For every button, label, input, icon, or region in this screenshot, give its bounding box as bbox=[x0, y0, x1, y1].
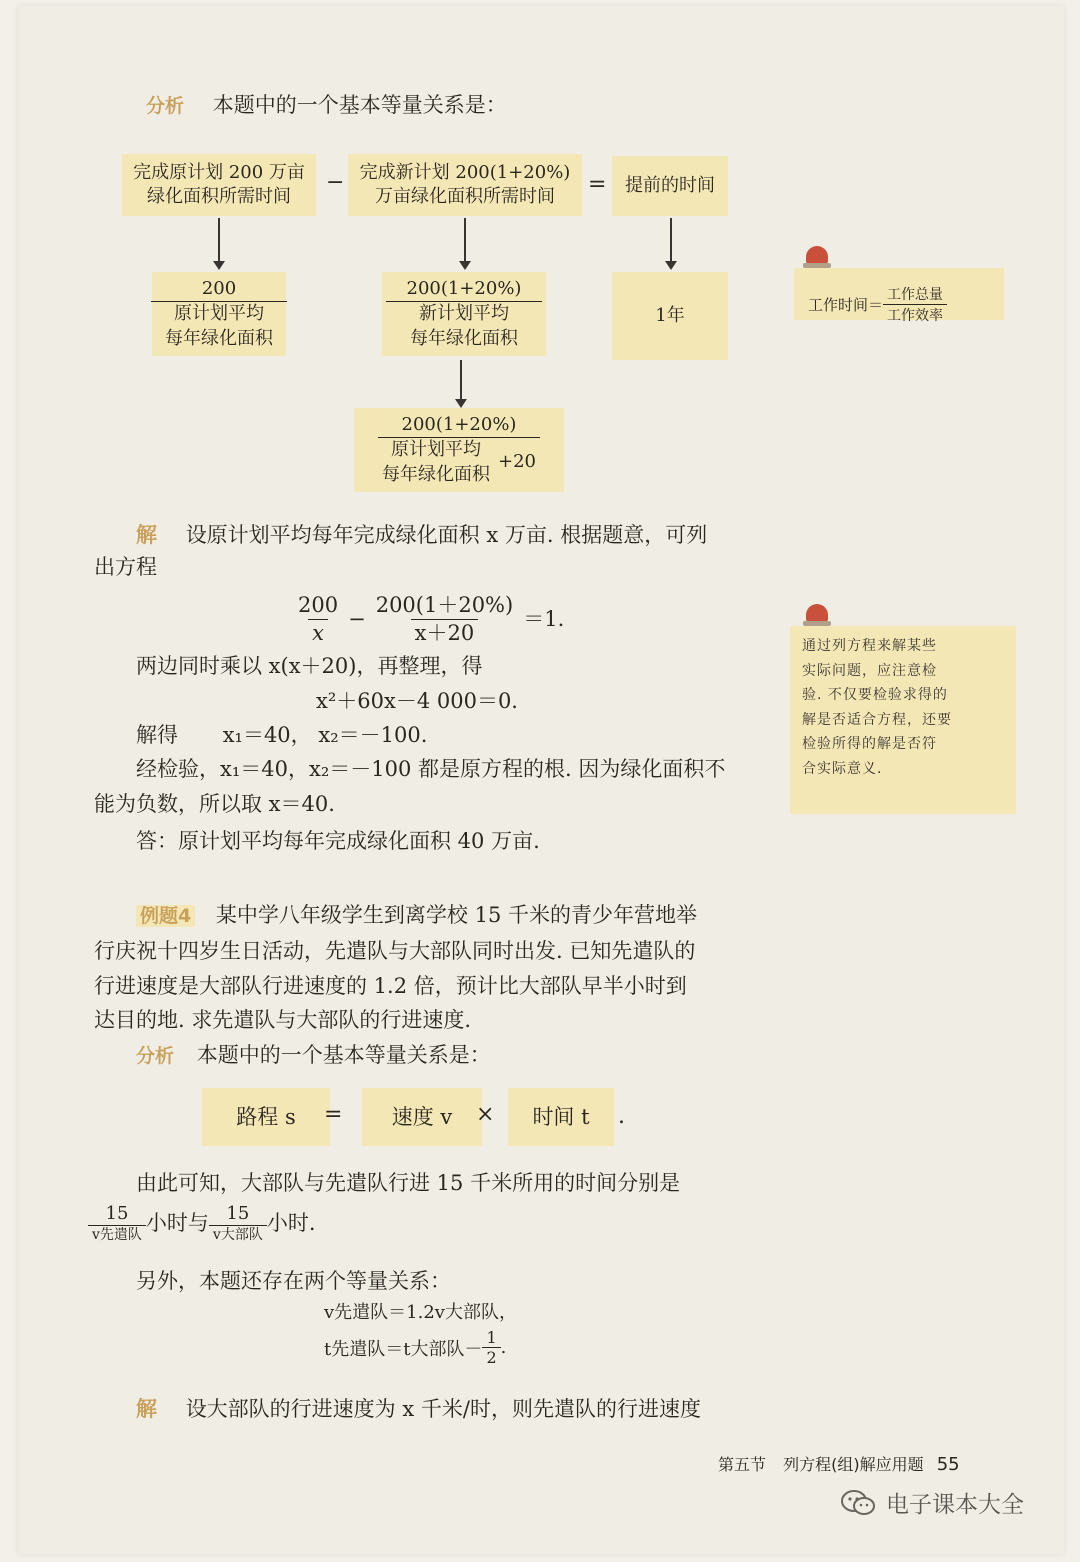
note2-line2: 实际问题，应注意检 bbox=[802, 662, 937, 679]
example4-line-2: 行庆祝十四岁生日活动，先遣队与大部队同时出发. 已知先遣队的 bbox=[94, 939, 696, 963]
frac3-den-line1: 原计划平均 bbox=[391, 439, 481, 461]
equation-1 bbox=[294, 592, 564, 648]
diagram-fraction-derived bbox=[354, 408, 564, 492]
note-bell-icon-2 bbox=[806, 604, 828, 622]
solution-line-6: 能为负数，所以取 x＝40. bbox=[94, 792, 335, 816]
analysis-text: 本题中的一个基本等量关系是： bbox=[212, 93, 507, 117]
arrow-down-3 bbox=[670, 218, 672, 262]
box3-text: 提前的时间 bbox=[625, 174, 715, 196]
diagram-box-time-advanced bbox=[612, 156, 728, 216]
solution-line-3: 两边同时乘以 x(x＋20)，再整理，得 bbox=[136, 654, 483, 678]
example4-label: 例题4 bbox=[136, 905, 195, 927]
relation-speed-eq: v先遣队＝1.2v大部队， bbox=[324, 1302, 517, 1323]
time-frac2-num: 15 bbox=[226, 1203, 250, 1224]
note1-denominator: 工作效率 bbox=[883, 304, 947, 325]
frac2-den-line2: 每年绿化面积 bbox=[410, 327, 518, 349]
eq1-frac2-den: x＋20 bbox=[411, 619, 479, 647]
diagram-fraction-original bbox=[152, 272, 286, 356]
time-eq-lhs: t先遣队＝t大部队－ bbox=[324, 1338, 483, 1360]
frac3-numerator: 200(1+20%) bbox=[401, 414, 517, 436]
textbook-page bbox=[18, 6, 1064, 1554]
example4-line-4: 达目的地. 求先遣队与大部队的行进速度. bbox=[94, 1008, 472, 1032]
arrow-down-1 bbox=[218, 218, 220, 262]
diagram-box-original-time bbox=[122, 154, 316, 216]
relation-box-time: 时间 t bbox=[508, 1088, 614, 1146]
box2-line1: 完成新计划 200(1+20%) bbox=[359, 161, 571, 183]
box1-line1: 完成原计划 200 万亩 bbox=[133, 161, 305, 183]
solution2-label: 解 bbox=[136, 1397, 157, 1421]
wechat-icon bbox=[840, 1489, 876, 1517]
box2-line2: 万亩绿化面积所需时间 bbox=[374, 186, 555, 207]
frac2-numerator: 200(1+20%) bbox=[406, 278, 522, 300]
time-eq-end: . bbox=[500, 1337, 507, 1358]
note2-line6: 合实际意义. bbox=[802, 760, 883, 777]
eq1-rhs: ＝1. bbox=[523, 607, 565, 632]
frac3-plus-twenty: +20 bbox=[498, 451, 536, 473]
solution-text-1: 设原计划平均每年完成绿化面积 x 万亩. 根据题意，可列 bbox=[185, 523, 708, 547]
note2-line4: 解是否适合方程，还要 bbox=[802, 711, 952, 728]
solution-label: 解 bbox=[136, 523, 157, 547]
example4-line-3: 行进速度是大部队行进速度的 1.2 倍，预计比大部队早半小时到 bbox=[94, 974, 687, 998]
note2-line5: 检验所得的解是否符 bbox=[802, 736, 937, 752]
time-mid-text: 小时与 bbox=[145, 1210, 209, 1235]
arrow-down-4 bbox=[460, 360, 462, 400]
relation-times: × bbox=[476, 1102, 495, 1127]
side-note-formula bbox=[794, 268, 1004, 324]
diagram-equals: = bbox=[588, 172, 607, 197]
note1-numerator: 工作总量 bbox=[887, 287, 944, 303]
relation-box-distance: 路程 s bbox=[202, 1088, 330, 1146]
solution2-text-1: 设大部队的行进速度为 x 千米/时，则先遣队的行进速度 bbox=[185, 1397, 701, 1421]
equation-2: x²＋60x－4 000＝0. bbox=[316, 689, 518, 713]
solution-line-5: 经检验，x₁＝40，x₂＝－100 都是原方程的根. 因为绿化面积不 bbox=[136, 757, 726, 781]
analysis2-heading bbox=[136, 1042, 491, 1069]
time-frac1-num: 15 bbox=[105, 1203, 129, 1224]
eq1-frac2-num: 200(1＋20%) bbox=[375, 593, 514, 617]
time-eq-den: 2 bbox=[482, 1347, 500, 1367]
analysis2-line-1: 由此可知，大部队与先遣队行进 15 千米所用的时间分别是 bbox=[136, 1171, 681, 1195]
solution-answer: 答：原计划平均每年完成绿化面积 40 万亩. bbox=[136, 829, 540, 853]
analysis-heading bbox=[146, 92, 507, 119]
relation-box-speed: 速度 v bbox=[362, 1088, 482, 1146]
eq1-frac1-num: 200 bbox=[298, 593, 339, 617]
analysis2-line-2: 另外，本题还存在两个等量关系： bbox=[136, 1269, 451, 1293]
analysis-label: 分析 bbox=[146, 95, 185, 117]
eq1-frac1-den: x bbox=[308, 619, 328, 647]
frac1-den-line2: 每年绿化面积 bbox=[165, 327, 273, 349]
relation-period: . bbox=[618, 1104, 625, 1129]
solution-line-4 bbox=[136, 722, 427, 749]
time-frac2-den: v大部队 bbox=[209, 1225, 267, 1244]
side-note-verification bbox=[790, 626, 1016, 814]
solution-line-1 bbox=[136, 522, 707, 549]
footer-section: 第五节 bbox=[718, 1455, 767, 1474]
page-number: 55 bbox=[936, 1454, 960, 1475]
diagram-minus: − bbox=[326, 170, 345, 195]
relation-time-eq bbox=[324, 1328, 506, 1367]
frac3-den-line2: 每年绿化面积 bbox=[382, 463, 490, 485]
example4-text-1: 某中学八年级学生到离学校 15 千米的青少年营地举 bbox=[215, 903, 697, 927]
relation-equals: = bbox=[324, 1102, 343, 1127]
solution-line-2: 出方程 bbox=[94, 555, 157, 579]
solve-roots: x₁＝40， x₂＝－100. bbox=[222, 723, 428, 747]
watermark-text: 电子课本大全 bbox=[886, 1492, 1024, 1518]
eq1-minus: − bbox=[348, 607, 366, 632]
time-frac1-den: v先遣队 bbox=[88, 1225, 146, 1244]
note2-line1: 通过列方程来解某些 bbox=[802, 638, 937, 654]
analysis2-times bbox=[88, 1202, 316, 1245]
example4-line-1 bbox=[136, 902, 697, 929]
footer-title: 列方程(组)解应用题 bbox=[783, 1455, 924, 1474]
box6-text: 1年 bbox=[655, 304, 685, 326]
page-footer bbox=[718, 1452, 960, 1475]
solve-label: 解得 bbox=[136, 723, 178, 747]
note1-lhs: 工作时间＝ bbox=[808, 296, 884, 314]
frac2-den-line1: 新计划平均 bbox=[419, 303, 509, 325]
diagram-fraction-new bbox=[382, 272, 546, 356]
time-end-text: 小时. bbox=[266, 1210, 316, 1235]
note2-line3: 验. 不仅要检验求得的 bbox=[802, 687, 948, 703]
watermark bbox=[840, 1486, 1024, 1519]
frac1-den-line1: 原计划平均 bbox=[174, 303, 264, 325]
arrow-down-2 bbox=[464, 218, 466, 262]
box1-line2: 绿化面积所需时间 bbox=[147, 186, 291, 207]
analysis2-label: 分析 bbox=[136, 1045, 175, 1067]
solution2-line-1 bbox=[136, 1396, 701, 1423]
diagram-box-new-time bbox=[348, 154, 582, 216]
time-eq-num: 1 bbox=[486, 1328, 497, 1347]
note-bell-icon bbox=[806, 246, 828, 264]
analysis2-text: 本题中的一个基本等量关系是： bbox=[196, 1043, 491, 1067]
frac1-numerator: 200 bbox=[201, 278, 237, 300]
diagram-box-one-year bbox=[612, 272, 728, 360]
